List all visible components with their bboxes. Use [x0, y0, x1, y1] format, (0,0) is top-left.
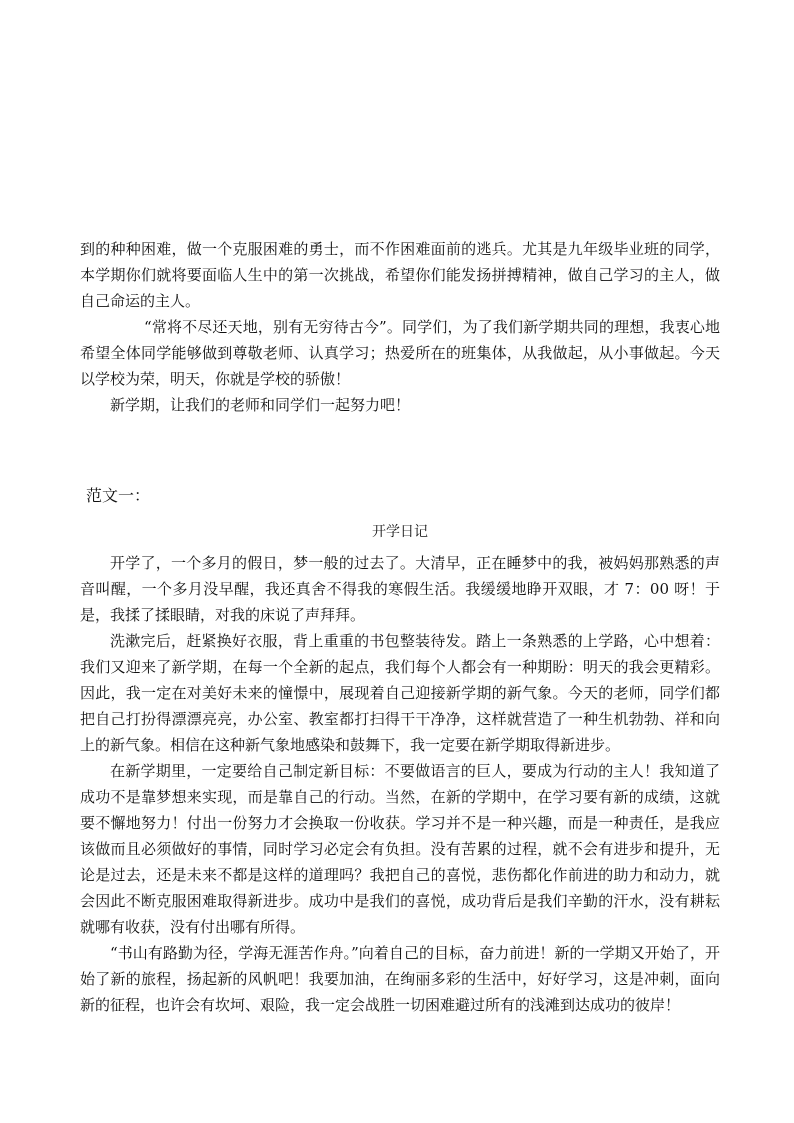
section-label: 范文一： — [86, 486, 151, 505]
paragraph: 新学期，让我们的老师和同学们一起努力吧！ — [110, 396, 411, 414]
paragraph: 洗漱完后，赶紧换好衣服，背上重重的书包整装待发。踏上一条熟悉的上学路，心中想着：我们又迎来了新学期，在每一个全新的起点，我们每个人都会有一种期盼：明天的我会更精彩。因此，我一定在对美好未来的憧憬中，展现着自己迎接新学期的新气象。今天的老师，同学们都把自己打扮得漂漂亮亮，办公室、教室都打扫得干干净净，这样就营造了一种生机勃勃、祥和向上的新气象。相信在这种新气象地感染和鼓舞下，我一定要在新学期取得新进步。 — [80, 632, 720, 754]
essay-body — [80, 550, 720, 1018]
paragraph: “常将不尽还天地，别有无穷待古今”。同学们，为了我们新学期共同的理想，我衷心地希望全体同学能够做到尊敬老师、认真学习；热爱所在的班集体，从我做起，从小事做起。今天以学校为荣，明天，你就是学校的骄傲！ — [80, 318, 720, 388]
essay-title: 开学日记 — [372, 524, 428, 540]
paragraph: 到的种种困难，做一个克服困难的勇士，而不作困难面前的逃兵。尤其是九年级毕业班的同学，本学期你们就将要面临人生中的第一次挑战，希望你们能发扬拼搏精神，做自己学习的主人，做自己命运的主人。 — [80, 240, 720, 310]
paragraph: “书山有路勤为径，学海无涯苦作舟。”向着自己的目标，奋力前进！新的一学期又开始了，开始了新的旅程，扬起新的风帆吧！我要加油，在绚丽多彩的生活中，好好学习，这是冲刺，面向新的征程，也许会有坎坷、艰险，我一定会战胜一切困难避过所有的浅滩到达成功的彼岸！ — [80, 944, 720, 1014]
paragraph: 开学了，一个多月的假日，梦一般的过去了。大清早，正在睡梦中的我，被妈妈那熟悉的声音叫醒，一个多月没早醒，我还真舍不得我的寒假生活。我缓缓地睁开双眼，才 7：00 呀！于是，我揉了揉眼睛，对我的床说了声拜拜。 — [80, 554, 720, 624]
paragraph: 在新学期里，一定要给自己制定新目标：不要做语言的巨人，要成为行动的主人！我知道了成功不是靠梦想来实现，而是靠自己的行动。当然，在新的学期中，在学习要有新的成绩，这就要不懈地努力！付出一份努力才会换取一份收获。学习并不是一种兴趣，而是一种责任，是我应该做而且必须做好的事情，同时学习必定会有负担。没有苦累的过程，就不会有进步和提升，无论是过去，还是未来不都是这样的道理吗？我把自己的喜悦，悲伤都化作前进的助力和动力，就会因此不断克服困难取得新进步。成功中是我们的喜悦，成功背后是我们辛勤的汗水，没有耕耘就哪有收获，没有付出哪有所得。 — [80, 762, 720, 936]
speech-closing-section — [80, 236, 720, 418]
